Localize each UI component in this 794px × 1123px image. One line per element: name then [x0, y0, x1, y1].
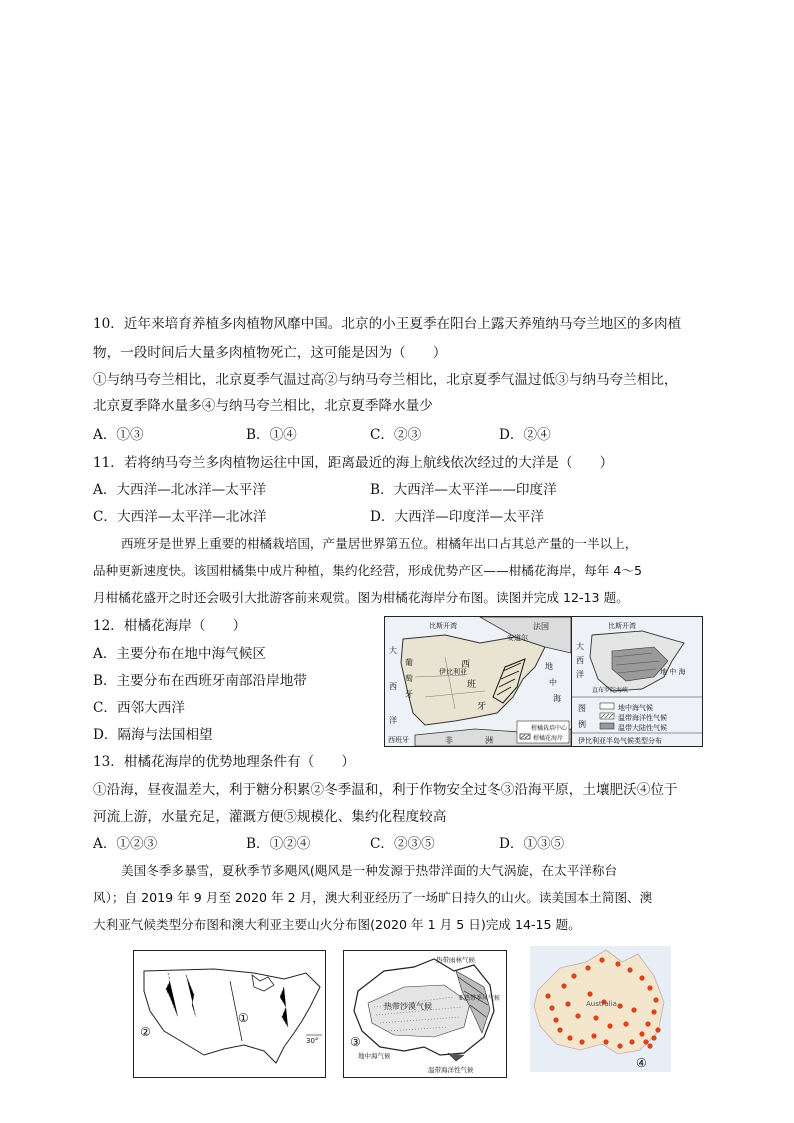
fire-marker [647, 1043, 652, 1048]
q10-option-b[interactable]: B．①④ [246, 427, 297, 443]
map1-label-zhong: 中 [549, 678, 557, 687]
q13-option-c[interactable]: C．②③⑤ [370, 836, 435, 852]
fire-marker [567, 1035, 572, 1040]
q11-option-d[interactable]: D．大西洋—印度洋—太平洋 [370, 509, 545, 525]
q11-option-a[interactable]: A．大西洋—北冰洋—太平洋 [93, 482, 266, 498]
australia-fire-map [530, 946, 671, 1072]
fire-marker [565, 1001, 570, 1006]
map3-label-1: ① [238, 1011, 249, 1025]
fire-marker [571, 973, 576, 978]
map4-label-desert: 热带沙漠气候 [384, 1002, 432, 1011]
map5-label-4: ④ [636, 1056, 647, 1070]
fire-marker [623, 1021, 628, 1026]
usa-map [133, 950, 326, 1078]
fire-marker [575, 1013, 580, 1018]
q12-stem: 12．柑橘花海岸（ ） [93, 618, 247, 634]
fire-marker [617, 1003, 622, 1008]
q10-option-c[interactable]: C．②③ [370, 427, 422, 443]
fire-marker [603, 1039, 608, 1044]
q10-statements-line2: 北京夏季降水量多④与纳马夸兰相比，北京夏季降水量少 [93, 398, 433, 414]
passage1-line2: 品种更新速度快。该国柑橘集中成片种植，集约化经营，形成优势产区——柑橘花海岸，每年 4～5 [93, 563, 642, 578]
map1-label-spain-xi: 西 [461, 660, 471, 670]
spain-citrus-map [384, 616, 572, 747]
q13-option-d[interactable]: D．①③⑤ [499, 836, 565, 852]
map2-legend-li: 例 [578, 720, 586, 729]
q12-option-a[interactable]: A．主要分布在地中海气候区 [93, 646, 266, 662]
fire-marker [549, 1005, 554, 1010]
map2-legend-continental: 温带大陆性气候 [618, 724, 667, 732]
q10-option-a[interactable]: A．①③ [93, 427, 144, 443]
map1-label-tao: 萄 [405, 674, 413, 683]
fire-marker [643, 1039, 648, 1044]
passage1-line3: 月柑橘花盛开之时还会吸引大批游客前来观赏。图为柑橘花海岸分布图。读图并完成 12-13 题。 [93, 590, 629, 605]
map3-label-2: ② [140, 1025, 151, 1039]
map2-label-biscay: 比斯开湾 [608, 622, 636, 630]
map2-caption: 伊比利亚半岛气候类型分布 [578, 737, 662, 745]
map1-legend-center: 柑橘栽培中心 [531, 725, 568, 732]
map1-label-hai: 海 [553, 694, 561, 703]
map1-label-fei: 非 [445, 736, 453, 745]
q11-stem: 11．若将纳马夸兰多肉植物运往中国，距离最近的海上航线依次经过的大洋是（ ） [93, 455, 614, 471]
map1-label-di: 地 [545, 662, 553, 671]
fire-marker [653, 997, 658, 1002]
map1-label-zhou: 洲 [485, 736, 493, 745]
fire-marker [607, 1023, 612, 1028]
map3-label-30deg: 30° [306, 1037, 319, 1045]
fire-marker [651, 1035, 656, 1040]
fire-marker [629, 1039, 634, 1044]
map1-label-spain-ya: 牙 [477, 702, 487, 712]
passage1-line1: 西班牙是世界上重要的柑橘栽培国，产量居世界第五位。柑橘年出口占其总产量的一半以上， [121, 536, 638, 551]
iberia-climate-map [571, 616, 703, 747]
fire-marker [615, 961, 620, 966]
fire-marker [587, 991, 592, 996]
map2-legend-med: 地中海气候 [618, 704, 653, 712]
fire-marker [557, 1027, 562, 1032]
fire-marker [585, 965, 590, 970]
map4-label-rainforest: 热带雨林气候 [436, 956, 475, 964]
map2-label-da: 大 [576, 642, 584, 651]
fire-marker [579, 1039, 584, 1044]
fire-marker [645, 1021, 650, 1026]
fire-marker [639, 975, 644, 980]
q13-stem: 13．柑橘花海岸的优势地理条件有（ ） [93, 754, 355, 770]
fire-marker [631, 1007, 636, 1012]
q10-stem-line2: 物，一段时间后大量多肉植物死亡，这可能是因为（ ） [93, 345, 447, 361]
map2-label-med: 地 中 海 [660, 668, 686, 676]
fire-marker [553, 1017, 558, 1022]
map2-legend-oceanic: 温带海洋性气候 [618, 714, 667, 722]
usa-map-graphic [134, 951, 325, 1077]
map1-label-france: 法国 [533, 622, 549, 631]
q13-statements-line1: ①沿海，昼夜温差大，利于糖分积累②冬季温和，利于作物安全过冬③沿海平原，土壤肥沃④位于 [93, 782, 678, 798]
map1-label-da: 大 [389, 646, 397, 655]
map1-label-yang: 洋 [389, 716, 397, 725]
q10-option-d[interactable]: D．②④ [499, 427, 551, 443]
map1-label-andorra: 安道尔 [507, 634, 528, 642]
map4-label-mediterranean: 地中海气候 [358, 1052, 391, 1060]
fire-marker [647, 985, 652, 990]
q10-stem-line1: 10．近年来培育养植多肉植物风靡中国。北京的小王夏季在阳台上露天养殖纳马夸兰地区的多肉植 [93, 316, 682, 332]
passage2-line1: 美国冬季多暴雪，夏秋季节多飓风(飓风是一种发源于热带洋面的大气涡旋，在太平洋称台 [121, 863, 618, 878]
map1-legend-coast: 柑橘花海岸 [533, 735, 564, 742]
fire-marker [561, 983, 566, 988]
fire-marker [591, 1033, 596, 1038]
australia-fire-map-graphic [530, 946, 671, 1072]
map1-label-ya: 牙 [405, 690, 413, 699]
q13-option-b[interactable]: B．①②④ [246, 836, 311, 852]
q11-option-b[interactable]: B．大西洋—太平洋——印度洋 [370, 482, 557, 498]
fire-marker [627, 967, 632, 972]
q10-statements-line1: ①与纳马夸兰相比，北京夏季气温过高②与纳马夸兰相比，北京夏季气温过低③与纳马夸兰相比， [93, 372, 678, 388]
q11-option-c[interactable]: C．大西洋—太平洋—北冰洋 [93, 509, 267, 525]
map1-label-biscay: 比斯开湾 [429, 622, 457, 630]
q12-option-d[interactable]: D．隔海与法国相望 [93, 727, 213, 743]
map1-label-pu: 葡 [405, 658, 413, 667]
fire-marker [593, 1015, 598, 1020]
q13-statements-line2: 河流上游，水量充足，灌溉方便⑤规模化、集约化程度较高 [93, 809, 447, 825]
map2-legend-tu: 图 [578, 704, 586, 713]
fire-marker [639, 1031, 644, 1036]
q12-option-c[interactable]: C．西邻大西洋 [93, 700, 185, 716]
q13-option-a[interactable]: A．①②③ [93, 836, 158, 852]
map2-label-xi: 西 [576, 656, 584, 665]
fire-marker [545, 993, 550, 998]
map4-label-monsoon: 亚热带季风气候 [458, 995, 501, 1002]
map1-label-spain-ban: 班 [467, 680, 477, 690]
passage2-line3: 大利亚气候类型分布图和澳大利亚主要山火分布图(2020 年 1 月 5 日)完成 14-15 题。 [93, 917, 581, 932]
fire-marker [655, 1027, 660, 1032]
map2-label-gibraltar: 直布罗陀海峡 [592, 687, 629, 694]
map4-label-oceanic: 温带海洋性气候 [428, 1066, 474, 1074]
map1-label-xi: 西 [389, 682, 397, 691]
australia-climate-map [343, 950, 507, 1078]
map4-label-3: ③ [350, 1035, 361, 1049]
fire-marker [617, 1043, 622, 1048]
map5-label-australia: Australia [586, 1000, 617, 1008]
map2-label-yang: 洋 [576, 670, 584, 679]
fire-marker [651, 1009, 656, 1014]
map1-label-iberia: 伊比利亚 [439, 668, 467, 676]
fire-marker [599, 957, 604, 962]
passage2-line2: 风）；自 2019 年 9 月至 2020 年 2 月，澳大利亚经历了一场旷日持久的山火。读美国本土简图、澳 [93, 890, 653, 905]
map1-label-spain-corner: 西班牙 [388, 736, 409, 744]
q12-option-b[interactable]: B．主要分布在西班牙南部沿岸地带 [93, 673, 307, 689]
